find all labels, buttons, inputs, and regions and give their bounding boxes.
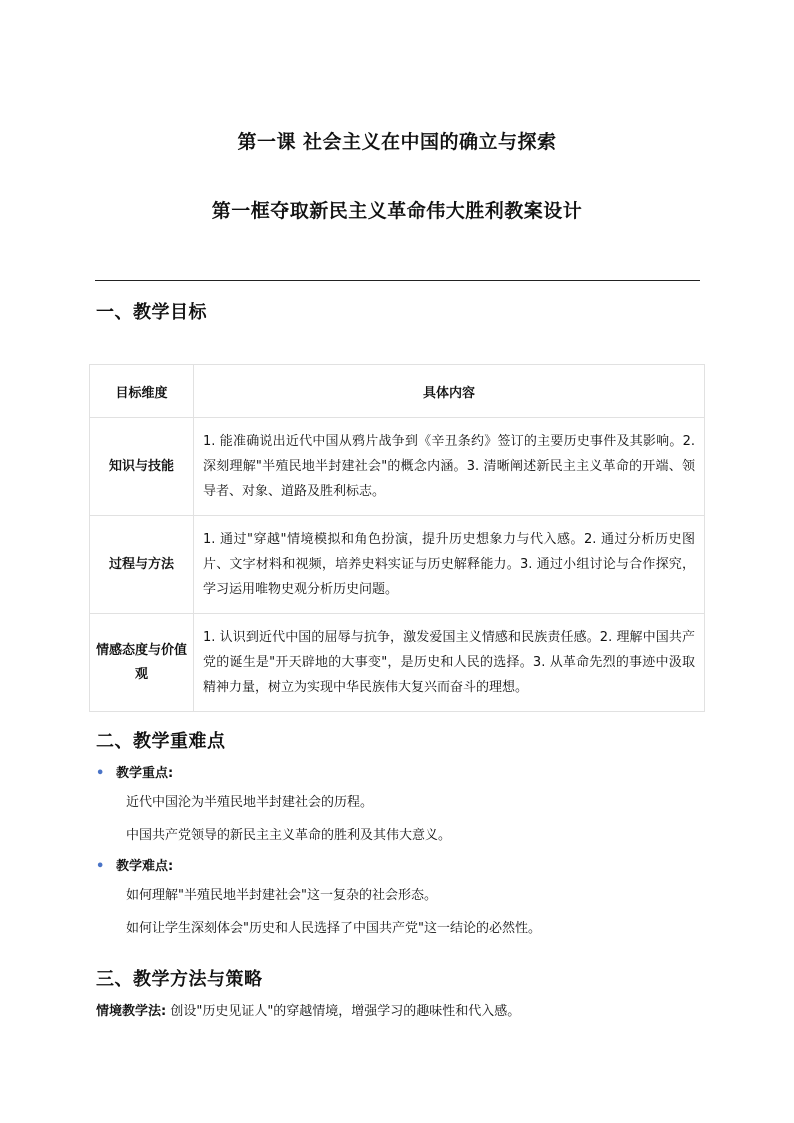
column-header-content: 具体内容	[194, 365, 705, 418]
lesson-title: 第一课 社会主义在中国的确立与探索	[237, 131, 557, 153]
bullet-icon: •	[96, 766, 105, 781]
section-heading-key-difficult: 二、教学重难点	[96, 731, 226, 752]
bullet-icon: •	[96, 859, 105, 874]
content-cell: 1. 能准确说出近代中国从鸦片战争到《辛丑条约》签订的主要历史事件及其影响。2. 深刻理解"半殖民地半封建社会"的概念内涵。3. 清晰阐述新民主主义革命的开端、领导者、对象、道路及胜利标志。	[194, 418, 705, 516]
method-text: 创设"历史见证人"的穿越情境，增强学习的趣味性和代入感。	[170, 1004, 521, 1019]
difficult-point-item: 如何理解"半殖民地半封建社会"这一复杂的社会形态。	[126, 888, 437, 903]
column-header-dimension: 目标维度	[90, 365, 194, 418]
list-item	[96, 762, 451, 786]
difficult-point-item: 如何让学生深刻体会"历史和人民选择了中国共产党"这一结论的必然性。	[126, 921, 541, 936]
section-heading-objectives: 一、教学目标	[96, 302, 207, 323]
content-cell: 1. 认识到近代中国的屈辱与抗争，激发爱国主义情感和民族责任感。2. 理解中国共产党的诞生是"开天辟地的大事变"，是历史和人民的选择。3. 从革命先烈的事迹中汲取精神力量，树立为实现中华民族伟大复兴而奋斗的理想。	[194, 614, 705, 712]
table-header-row	[90, 365, 705, 418]
difficult-points-label: 教学难点:	[116, 859, 174, 874]
dimension-cell: 情感态度与价值观	[90, 614, 194, 712]
key-point-item: 中国共产党领导的新民主主义革命的胜利及其伟大意义。	[126, 828, 452, 843]
content-cell: 1. 通过"穿越"情境模拟和角色扮演，提升历史想象力与代入感。2. 通过分析历史图片、文字材料和视频，培养史料实证与历史解释能力。3. 通过小组讨论与合作探究，学习运用唯物史观分析历史问题。	[194, 516, 705, 614]
objectives-table	[89, 364, 705, 712]
dimension-cell: 知识与技能	[90, 418, 194, 516]
key-points-label: 教学重点:	[116, 766, 174, 781]
method-label: 情境教学法:	[96, 1004, 167, 1019]
lesson-subtitle: 第一框夺取新民主义革命伟大胜利教案设计	[211, 200, 583, 222]
table-row	[90, 614, 705, 712]
section-heading-methods: 三、教学方法与策略	[96, 969, 263, 990]
method-paragraph	[96, 1000, 520, 1024]
table-row	[90, 418, 705, 516]
difficult-points-block	[96, 855, 541, 945]
key-points-block	[96, 762, 451, 852]
list-item	[96, 855, 541, 879]
key-point-item: 近代中国沦为半殖民地半封建社会的历程。	[126, 795, 374, 810]
dimension-cell: 过程与方法	[90, 516, 194, 614]
table-row	[90, 516, 705, 614]
horizontal-rule	[95, 280, 700, 281]
